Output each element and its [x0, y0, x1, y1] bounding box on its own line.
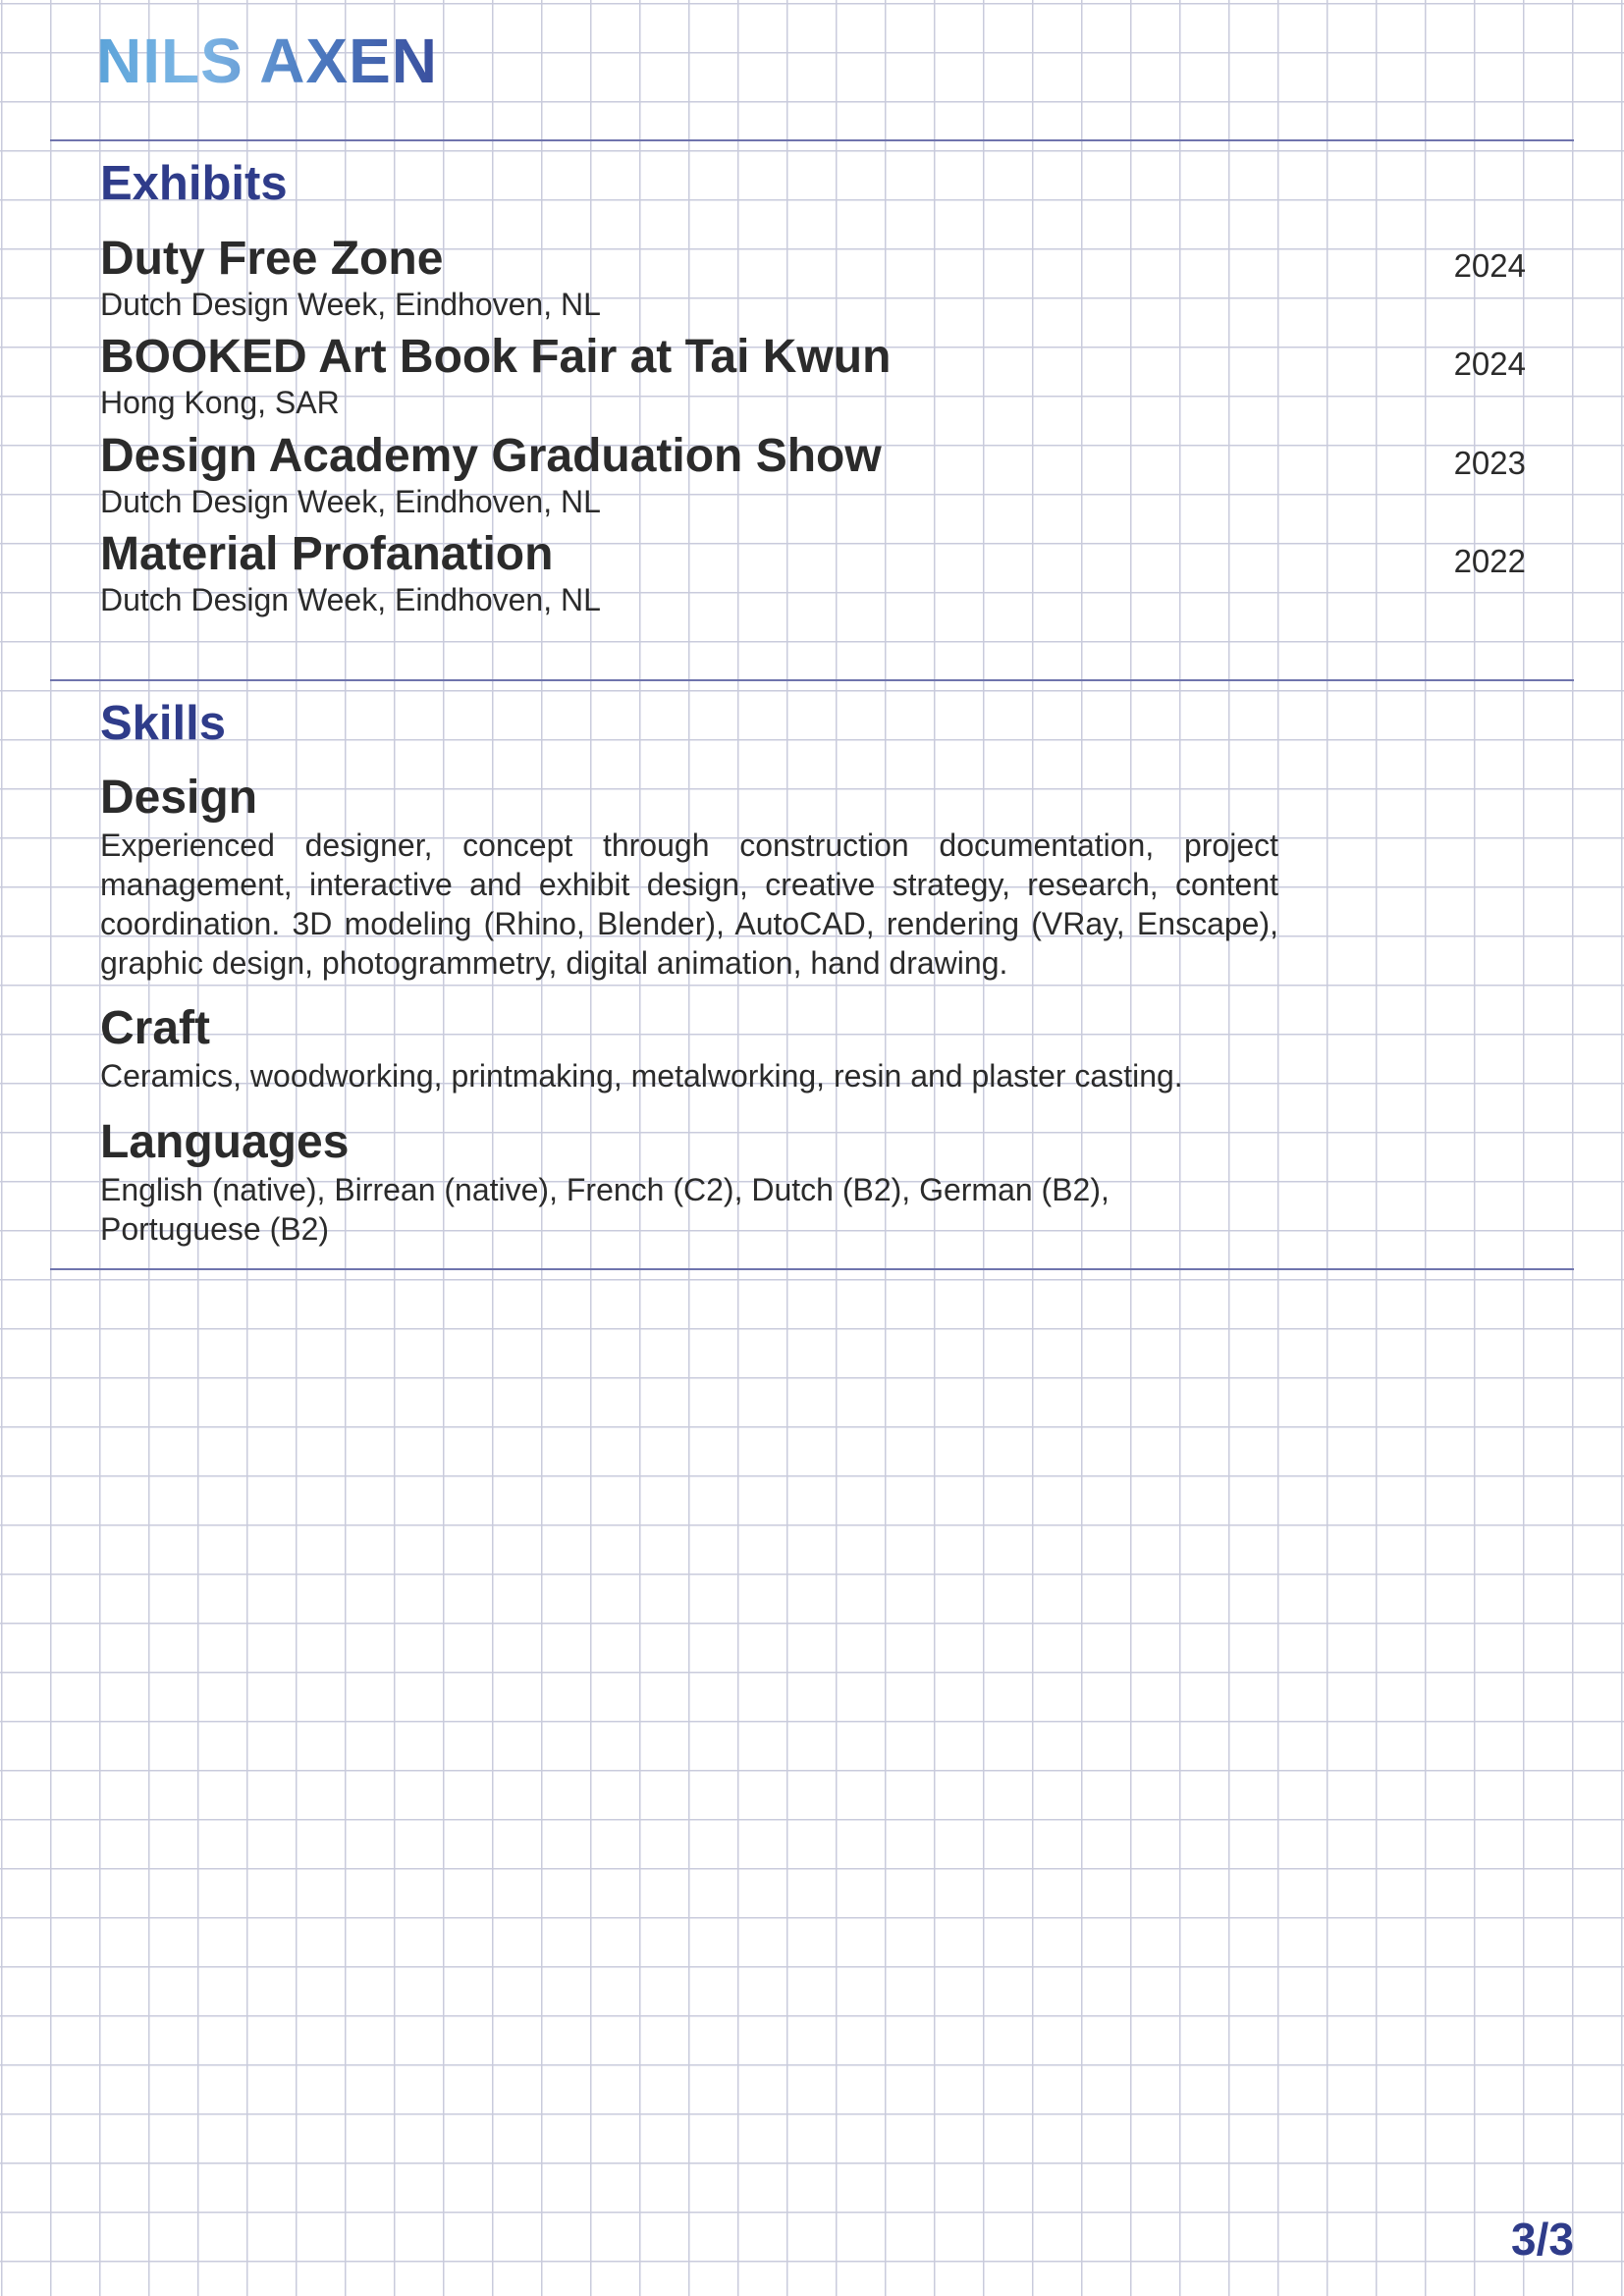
skills-heading: Skills	[100, 697, 227, 750]
exhibit-item	[100, 528, 1526, 617]
skill-title: Languages	[100, 1116, 350, 1168]
exhibit-title: Design Academy Graduation Show	[100, 430, 882, 482]
exhibit-item	[100, 430, 1526, 519]
languages-line: English (native), Birrean (native), French (C2), Dutch (B2), German (B2),	[100, 1172, 1110, 1207]
skill-design	[100, 774, 1278, 983]
exhibit-place: Dutch Design Week, Eindhoven, NL	[100, 484, 601, 519]
skill-languages	[100, 1116, 1278, 1249]
page-number: 3/3	[1511, 2214, 1574, 2265]
exhibit-title: Duty Free Zone	[100, 233, 444, 285]
exhibit-title: BOOKED Art Book Fair at Tai Kwun	[100, 331, 892, 383]
exhibit-year: 2024	[1453, 247, 1526, 284]
divider-top	[50, 139, 1574, 141]
exhibits-heading: Exhibits	[100, 157, 288, 210]
skill-description: Experienced designer, concept through construction documentation, project management, interactive and exhibit design, creative strategy, research, content coordination. 3D modeling (Rhino, Blender), AutoCAD, rendering (VRay, Enscape), graphic design, photogrammetry, digital animation, hand drawing.	[100, 828, 1278, 981]
skill-description	[100, 1170, 1278, 1249]
exhibit-item	[100, 233, 1526, 322]
skill-title: Craft	[100, 1002, 211, 1054]
exhibit-year: 2023	[1453, 445, 1526, 481]
exhibit-place: Dutch Design Week, Eindhoven, NL	[100, 582, 601, 617]
divider-middle	[50, 679, 1574, 681]
exhibit-place: Hong Kong, SAR	[100, 385, 340, 420]
skill-craft	[100, 1002, 1278, 1095]
exhibit-title: Material Profanation	[100, 528, 554, 580]
exhibit-year: 2024	[1453, 346, 1526, 382]
divider-bottom	[50, 1268, 1574, 1270]
exhibit-year: 2022	[1453, 543, 1526, 579]
skill-title: Design	[100, 772, 258, 824]
exhibit-place: Dutch Design Week, Eindhoven, NL	[100, 287, 601, 322]
brand-name: NILS AXEN	[96, 26, 438, 96]
exhibit-item	[100, 331, 1526, 420]
skill-description: Ceramics, woodworking, printmaking, metalworking, resin and plaster casting.	[100, 1058, 1183, 1094]
languages-line: Portuguese (B2)	[100, 1211, 330, 1247]
